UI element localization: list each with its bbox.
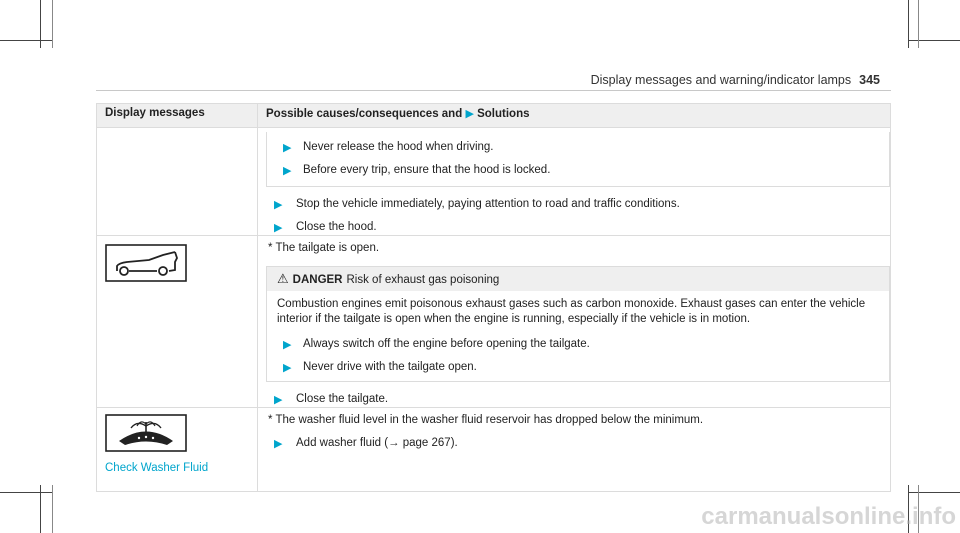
list-item — [258, 220, 890, 235]
list-item-text: Add washer fluid (→ page 267). — [296, 437, 458, 449]
table-row — [97, 236, 891, 408]
arrow-right-icon: ▶ — [274, 222, 283, 234]
danger-body: Combustion engines emit poisonous exhaust gases such as carbon monoxide. Exhaust gases can enter the vehicle interior if the tailgate is open when the engine is running, especially if the vehicle is in motion. — [277, 298, 866, 325]
danger-subtitle: Risk of exhaust gas poisoning — [346, 274, 500, 286]
arrow-right-icon: ▶ — [283, 165, 292, 177]
arrow-right-icon: ▶ — [283, 339, 292, 351]
watermark: carmanualsonline.info — [701, 503, 956, 530]
crop-mark — [52, 0, 53, 48]
list-item — [267, 337, 889, 352]
crop-mark — [0, 40, 52, 41]
danger-title: DANGER — [292, 274, 343, 286]
col-header-causes-label: Possible causes/consequences and — [266, 108, 463, 120]
crop-mark — [918, 0, 919, 48]
message-caption: Check Washer Fluid — [105, 462, 209, 474]
running-header — [591, 73, 880, 87]
arrow-right-icon: ▶ — [274, 394, 283, 406]
list-item-text: Never drive with the tailgate open. — [303, 361, 477, 373]
warning-triangle-icon: ⚠ — [277, 271, 289, 286]
section-title: Display messages and warning/indicator lamps — [590, 73, 852, 87]
list-item — [267, 360, 889, 375]
list-item-text: Before every trip, ensure that the hood is locked. — [303, 164, 551, 176]
message-cell — [97, 408, 258, 492]
crop-mark — [0, 492, 52, 493]
arrow-right-icon: ▶ — [465, 108, 474, 120]
arrow-right-icon: ▶ — [283, 362, 292, 374]
danger-box — [266, 266, 890, 382]
list-item — [258, 436, 890, 451]
table-header-row — [97, 104, 891, 128]
list-item-text: Stop the vehicle immediately, paying attention to road and traffic conditions. — [296, 198, 680, 210]
col-header-solutions-label: Solutions — [477, 108, 530, 120]
open-tailgate-icon — [105, 244, 187, 282]
col-header-display-messages: Display messages — [97, 104, 258, 128]
arrow-right-icon: ▶ — [283, 142, 292, 154]
header-rule — [96, 90, 891, 91]
solution-cell — [258, 408, 891, 492]
solution-cell — [258, 236, 891, 408]
warning-box — [266, 132, 890, 187]
list-item-text: Close the hood. — [296, 221, 377, 233]
list-item — [267, 140, 889, 155]
list-item — [267, 163, 889, 178]
arrow-right-icon: ▶ — [274, 199, 283, 211]
list-item-text: Close the tailgate. — [296, 393, 389, 405]
crop-mark — [52, 485, 53, 533]
washer-fluid-icon — [105, 414, 187, 452]
display-messages-table — [96, 103, 891, 492]
list-item — [258, 197, 890, 212]
danger-header — [267, 267, 889, 291]
arrow-right-icon: ▶ — [274, 438, 283, 450]
list-item-text: Always switch off the engine before opening the tailgate. — [303, 338, 590, 350]
crop-mark — [908, 492, 960, 493]
crop-mark — [908, 40, 960, 41]
table-row — [97, 128, 891, 236]
list-item-text: Never release the hood when driving. — [303, 141, 494, 153]
page-number: 345 — [859, 73, 880, 87]
message-cell — [97, 128, 258, 236]
col-header-causes — [258, 104, 891, 128]
solution-cell — [258, 128, 891, 236]
message-cell — [97, 236, 258, 408]
list-item — [258, 392, 890, 407]
table-row — [97, 408, 891, 492]
cause-text: * The tailgate is open. — [268, 242, 380, 254]
cause-text: * The washer fluid level in the washer fluid reservoir has dropped below the minimum. — [268, 414, 704, 426]
